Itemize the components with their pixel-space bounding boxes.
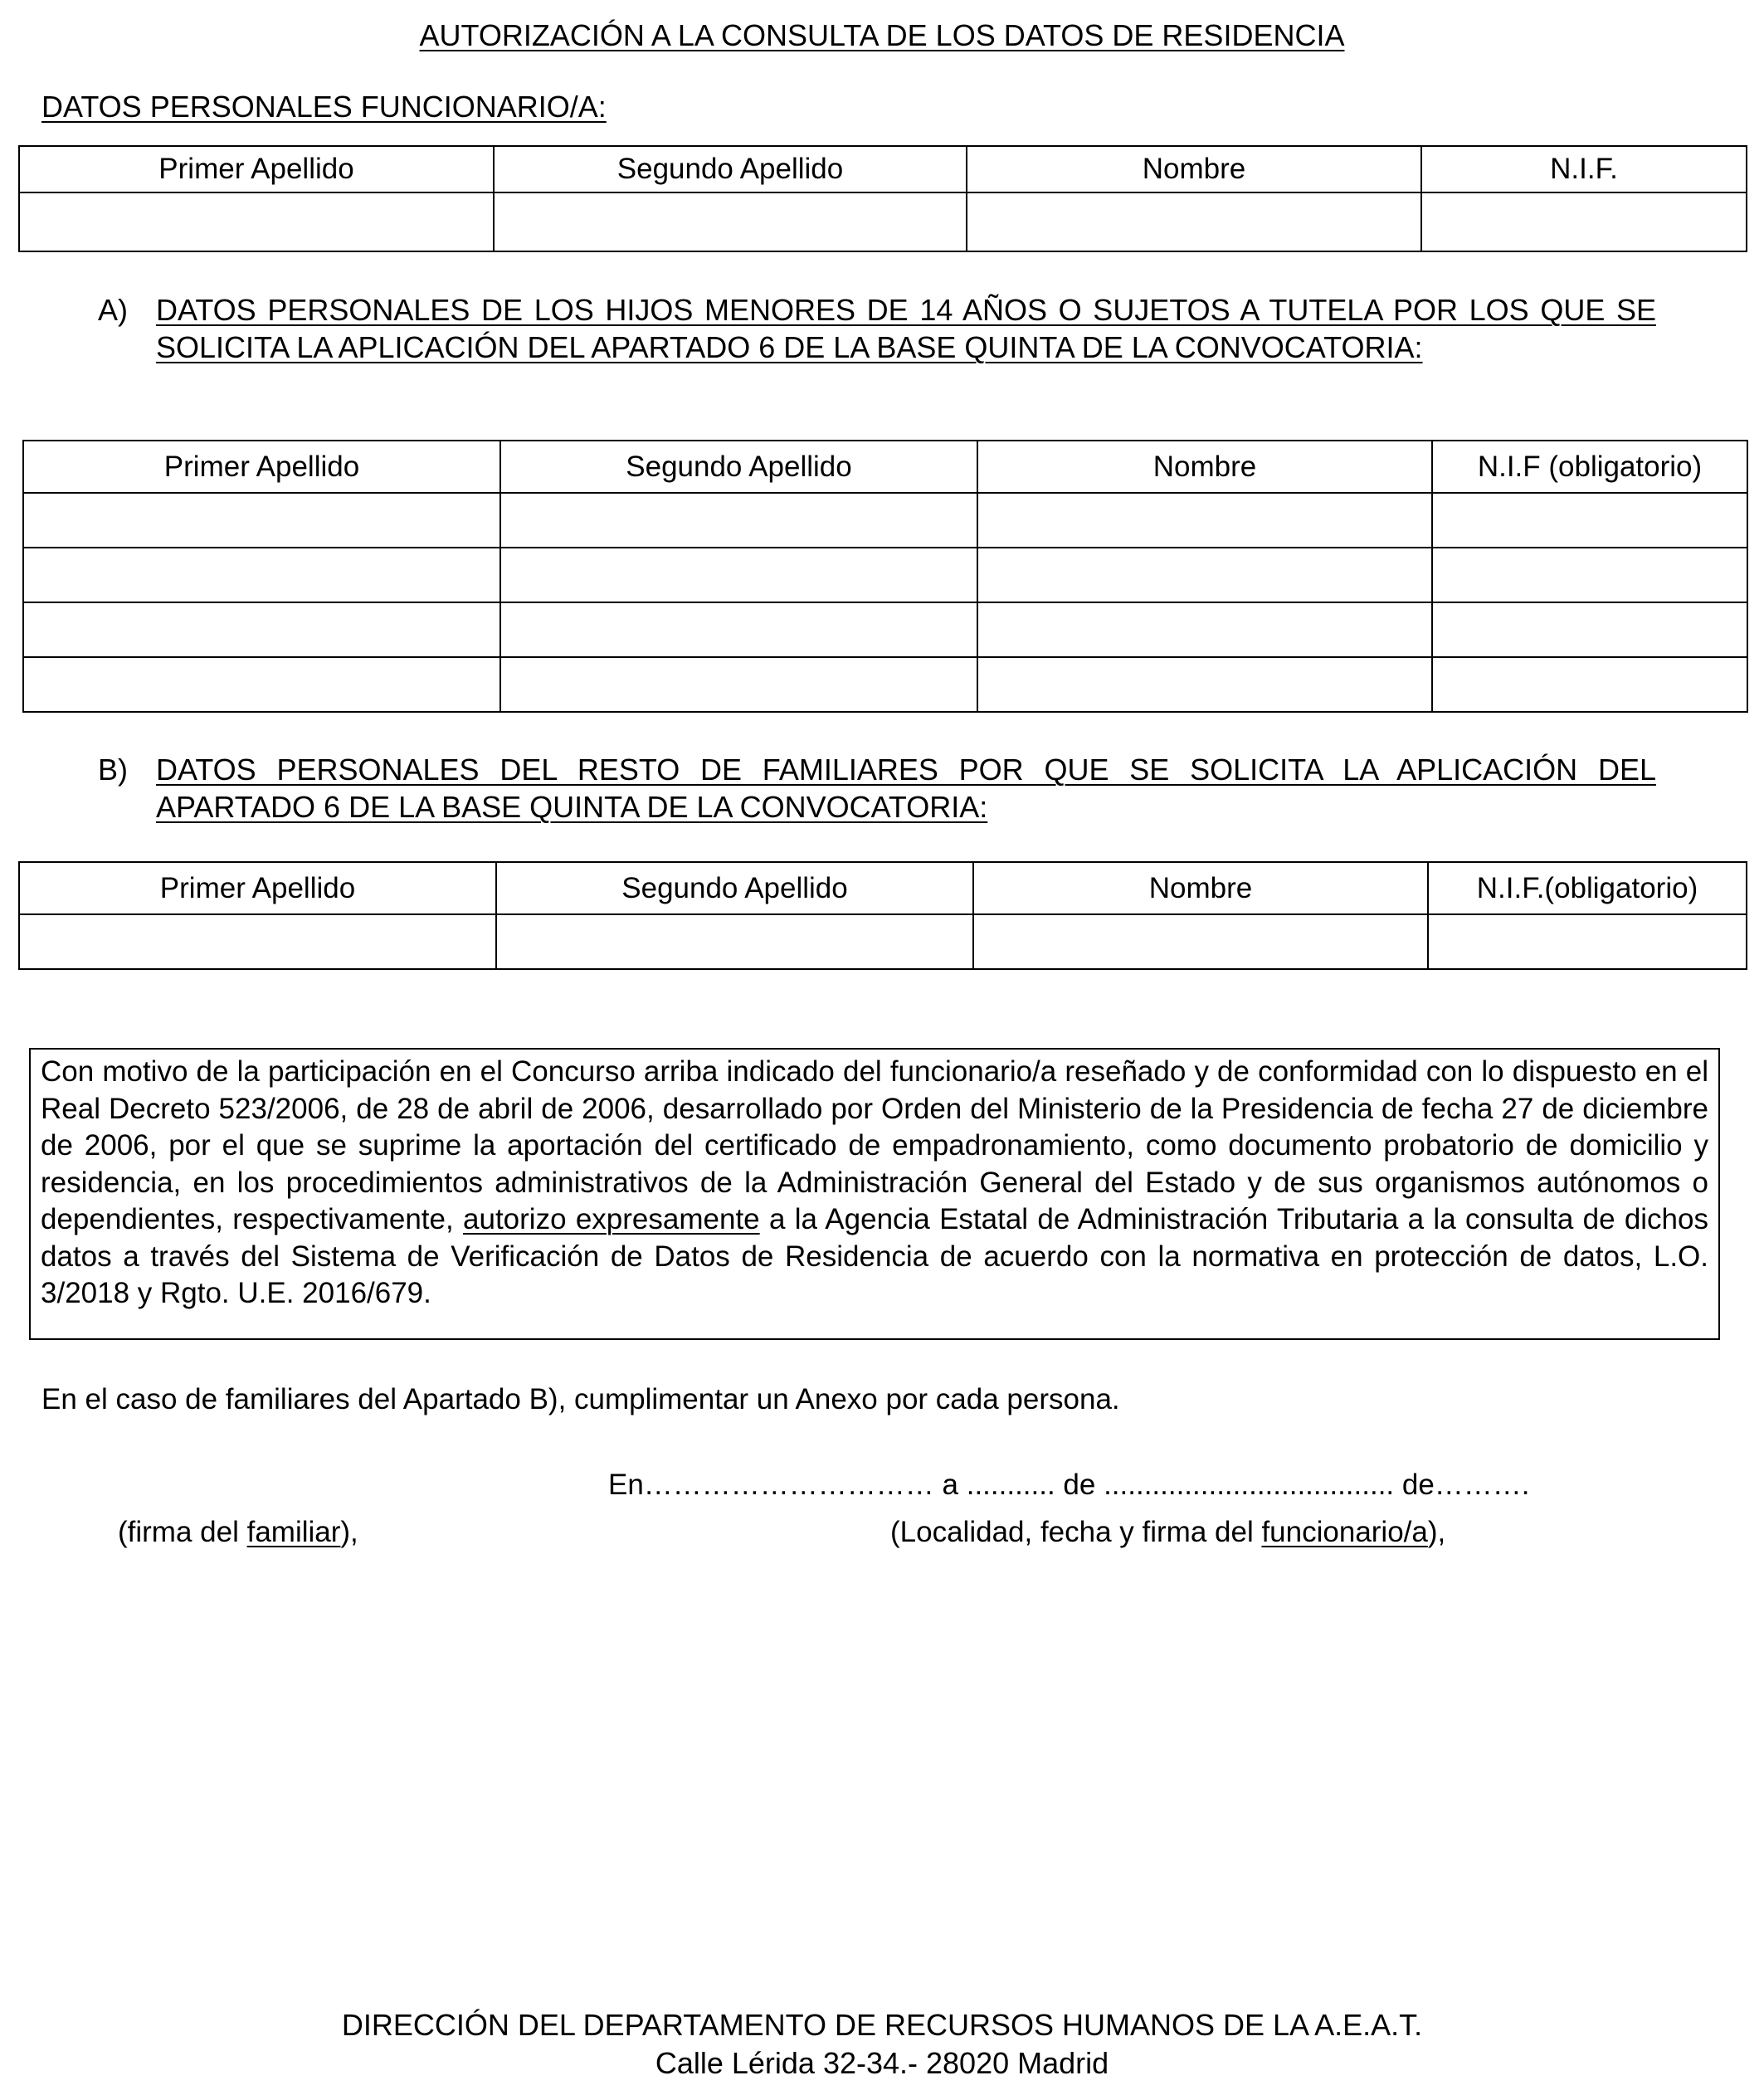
input-cell[interactable] <box>977 602 1432 657</box>
input-cell[interactable] <box>1432 602 1747 657</box>
input-cell[interactable] <box>500 657 977 712</box>
legal-text-before: Con motivo de la participación en el Concurso arriba indicado del funcionario/a reseñado y de conformidad con lo dispuesto en el Real Decreto 523/2006, de 28 de abril de 2006, desarrollado por Orden del Ministerio de la Presidencia de fecha 27 de diciembre de 2006, por el que se suprime la aportación del certificado de empadronamiento, como documento probatorio de domicilio y residencia, en los procedimientos administrativos de la Administración General del Estado y de sus organismos autónomos o dependientes, respectivamente, <box>41 1055 1708 1235</box>
legal-emphasis: autorizo expresamente <box>463 1203 760 1235</box>
section-b-heading <box>98 751 1658 830</box>
column-header: Segundo Apellido <box>494 146 967 192</box>
section-letter: B) <box>98 753 128 787</box>
input-cell[interactable] <box>977 657 1432 712</box>
input-cell[interactable] <box>967 192 1421 251</box>
input-cell[interactable] <box>973 914 1428 969</box>
label-word: funcionario/a <box>1261 1516 1428 1548</box>
input-cell[interactable] <box>1428 914 1747 969</box>
input-cell[interactable] <box>494 192 967 251</box>
input-cell[interactable] <box>500 548 977 602</box>
input-cell[interactable] <box>23 548 500 602</box>
input-cell[interactable] <box>500 493 977 548</box>
legal-text-after: a la Agencia Estatal de Administración Tributaria a la consulta de dichos datos a través del Sistema de Verificación de Datos de Residencia de acuerdo con la normativa en protección de datos, L.O. 3/2018 y Rgto. U.E. 2016/679. <box>41 1203 1708 1309</box>
authorization-text-box <box>29 1048 1720 1340</box>
column-header: Primer Apellido <box>19 146 494 192</box>
table-row <box>19 914 1747 969</box>
table-row <box>23 657 1747 712</box>
column-header: Nombre <box>973 862 1428 914</box>
note-text: En el caso de familiares del Apartado B), cumplimentar un Anexo por cada persona. <box>41 1383 1120 1415</box>
label-suffix: ), <box>340 1516 358 1548</box>
input-cell[interactable] <box>23 657 500 712</box>
table-row <box>19 192 1747 251</box>
table-row <box>23 602 1747 657</box>
section-text: DATOS PERSONALES DEL RESTO DE FAMILIARES POR QUE SE SOLICITA LA APLICACIÓN DEL APARTADO 6 DE LA BASE QUINTA DE LA CONVOCATORIA: <box>156 753 1656 824</box>
input-cell[interactable] <box>23 493 500 548</box>
section-a-heading <box>98 291 1658 407</box>
table-header-row <box>19 862 1747 914</box>
input-cell[interactable] <box>19 192 494 251</box>
relatives-data-table <box>18 861 1747 970</box>
official-data-table <box>18 145 1747 252</box>
footer-address: Calle Lérida 32-34.- 28020 Madrid <box>655 2046 1109 2080</box>
label-prefix: (Localidad, fecha y firma del <box>890 1516 1262 1548</box>
personal-heading: DATOS PERSONALES FUNCIONARIO/A: <box>41 90 607 124</box>
label-suffix: ), <box>1427 1516 1446 1548</box>
column-header: Primer Apellido <box>19 862 496 914</box>
column-header: Segundo Apellido <box>500 441 977 493</box>
page-title: AUTORIZACIÓN A LA CONSULTA DE LOS DATOS DE RESIDENCIA <box>419 18 1345 52</box>
children-data-table <box>22 440 1748 713</box>
official-signature-label <box>890 1516 1445 1549</box>
column-header: Segundo Apellido <box>496 862 973 914</box>
input-cell[interactable] <box>1421 192 1747 251</box>
section-text: DATOS PERSONALES DE LOS HIJOS MENORES DE 14 AÑOS O SUJETOS A TUTELA POR LOS QUE SE SOLICITA LA APLICACIÓN DEL APARTADO 6 DE LA BASE QUINTA DE LA CONVOCATORIA: <box>156 293 1656 364</box>
input-cell[interactable] <box>496 914 973 969</box>
footer-department: DIRECCIÓN DEL DEPARTAMENTO DE RECURSOS HUMANOS DE LA A.E.A.T. <box>341 2008 1423 2042</box>
input-cell[interactable] <box>977 548 1432 602</box>
column-header: N.I.F.(obligatorio) <box>1428 862 1747 914</box>
column-header: Nombre <box>967 146 1421 192</box>
table-header-row <box>23 441 1747 493</box>
input-cell[interactable] <box>1432 548 1747 602</box>
family-signature-label <box>118 1516 358 1549</box>
column-header: N.I.F. <box>1421 146 1747 192</box>
table-row <box>23 548 1747 602</box>
label-word: familiar <box>246 1516 341 1548</box>
table-header-row <box>19 146 1747 192</box>
section-letter: A) <box>98 293 128 327</box>
date-line[interactable]: En………………………… a ........... de .................................... de………. <box>608 1469 1530 1501</box>
table-row <box>23 493 1747 548</box>
label-prefix: (firma del <box>118 1516 247 1548</box>
input-cell[interactable] <box>19 914 496 969</box>
column-header: N.I.F (obligatorio) <box>1432 441 1747 493</box>
input-cell[interactable] <box>977 493 1432 548</box>
input-cell[interactable] <box>500 602 977 657</box>
input-cell[interactable] <box>1432 657 1747 712</box>
column-header: Primer Apellido <box>23 441 500 493</box>
input-cell[interactable] <box>1432 493 1747 548</box>
input-cell[interactable] <box>23 602 500 657</box>
column-header: Nombre <box>977 441 1432 493</box>
